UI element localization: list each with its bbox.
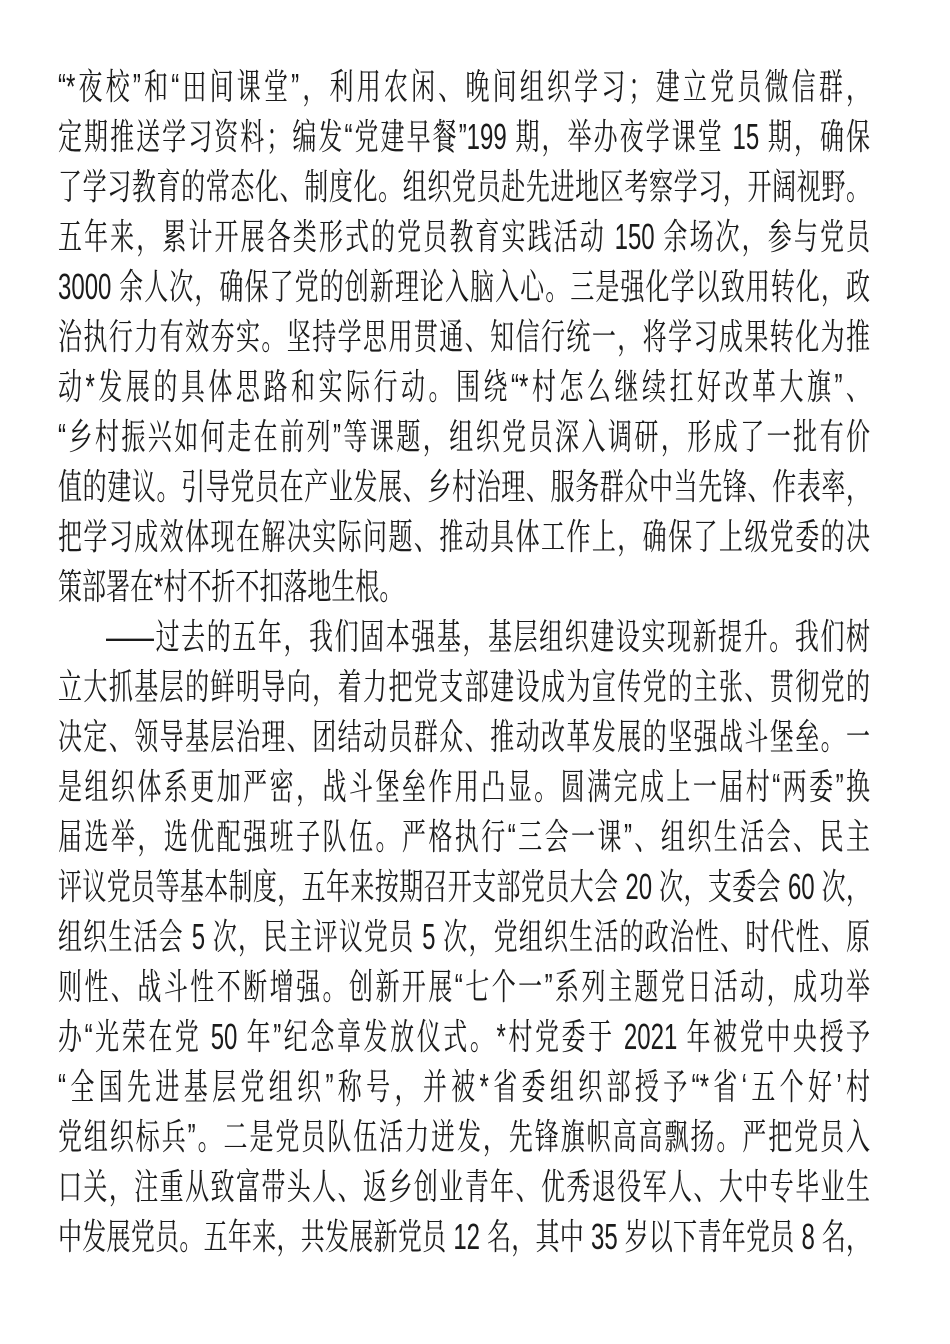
text-line: 届选举，选优配强班子队伍。严格执行“三会一课”、组织生活会、民主 — [58, 816, 871, 857]
text-line: 是组织体系更加严密，战斗堡垒作用凸显。圆满完成上一届村“两委”换 — [58, 766, 871, 807]
text-line: 把学习成效体现在解决实际问题、推动具体工作上，确保了上级党委的决 — [58, 516, 871, 557]
text-line: 五年来，累计开展各类形式的党员教育实践活动 150 余场次，参与党员 — [58, 216, 871, 257]
text-line: 3000 余人次，确保了党的创新理论入脑入心。三是强化学以致用转化，政 — [58, 266, 871, 307]
text-line: 中发展党员。五年来，共发展新党员 12 名，其中 35 岁以下青年党员 8 名， — [58, 1216, 871, 1257]
text-line: 评议党员等基本制度，五年来按期召开支部党员大会 20 次，支委会 60 次， — [58, 866, 871, 907]
text-line: 则性、战斗性不断增强。创新开展“七个一”系列主题党日活动，成功举 — [58, 966, 871, 1007]
text-line: 值的建议。引导党员在产业发展、乡村治理、服务群众中当先锋、作表率， — [58, 466, 871, 507]
text-line: “乡村振兴如何走在前列”等课题，组织党员深入调研，形成了一批有价 — [58, 416, 871, 457]
text-line: 组织生活会 5 次，民主评议党员 5 次，党组织生活的政治性、时代性、原 — [58, 916, 871, 957]
text-line: “*夜校”和“田间课堂”，利用农闲、晚间组织学习；建立党员微信群， — [58, 66, 871, 107]
text-line: 口关，注重从致富带头人、返乡创业青年、优秀退役军人、大中专毕业生 — [58, 1166, 871, 1207]
text-line: 了学习教育的常态化、制度化。组织党员赴先进地区考察学习，开阔视野。 — [58, 166, 871, 207]
text-line: 决定、领导基层治理、团结动员群众、推动改革发展的坚强战斗堡垒。一 — [58, 716, 871, 757]
text-line: 治执行力有效夯实。坚持学思用贯通、知信行统一，将学习成果转化为推 — [58, 316, 871, 357]
text-line: 立大抓基层的鲜明导向，着力把党支部建设成为宣传党的主张、贯彻党的 — [58, 666, 871, 707]
body-text — [58, 62, 870, 1262]
text-line-paragraph-end: 策部署在*村不折不扣落地生根。 — [58, 566, 404, 607]
text-line-paragraph-start: ——过去的五年，我们固本强基，基层组织建设实现新提升。我们树 — [106, 616, 871, 657]
text-line: “全国先进基层党组织”称号，并被*省委组织部授予“*省‘五个好’村 — [58, 1066, 871, 1107]
text-line: 动*发展的具体思路和实际行动。围绕“*村怎么继续扛好改革大旗”、 — [58, 366, 871, 407]
text-line: 办“光荣在党 50 年”纪念章发放仪式。*村党委于 2021 年被党中央授予 — [58, 1016, 871, 1057]
text-line: 定期推送学习资料；编发“党建早餐”199 期，举办夜学课堂 15 期，确保 — [58, 116, 871, 157]
text-line: 党组织标兵”。二是党员队伍活力迸发，先锋旗帜高高飘扬。严把党员入 — [58, 1116, 871, 1157]
